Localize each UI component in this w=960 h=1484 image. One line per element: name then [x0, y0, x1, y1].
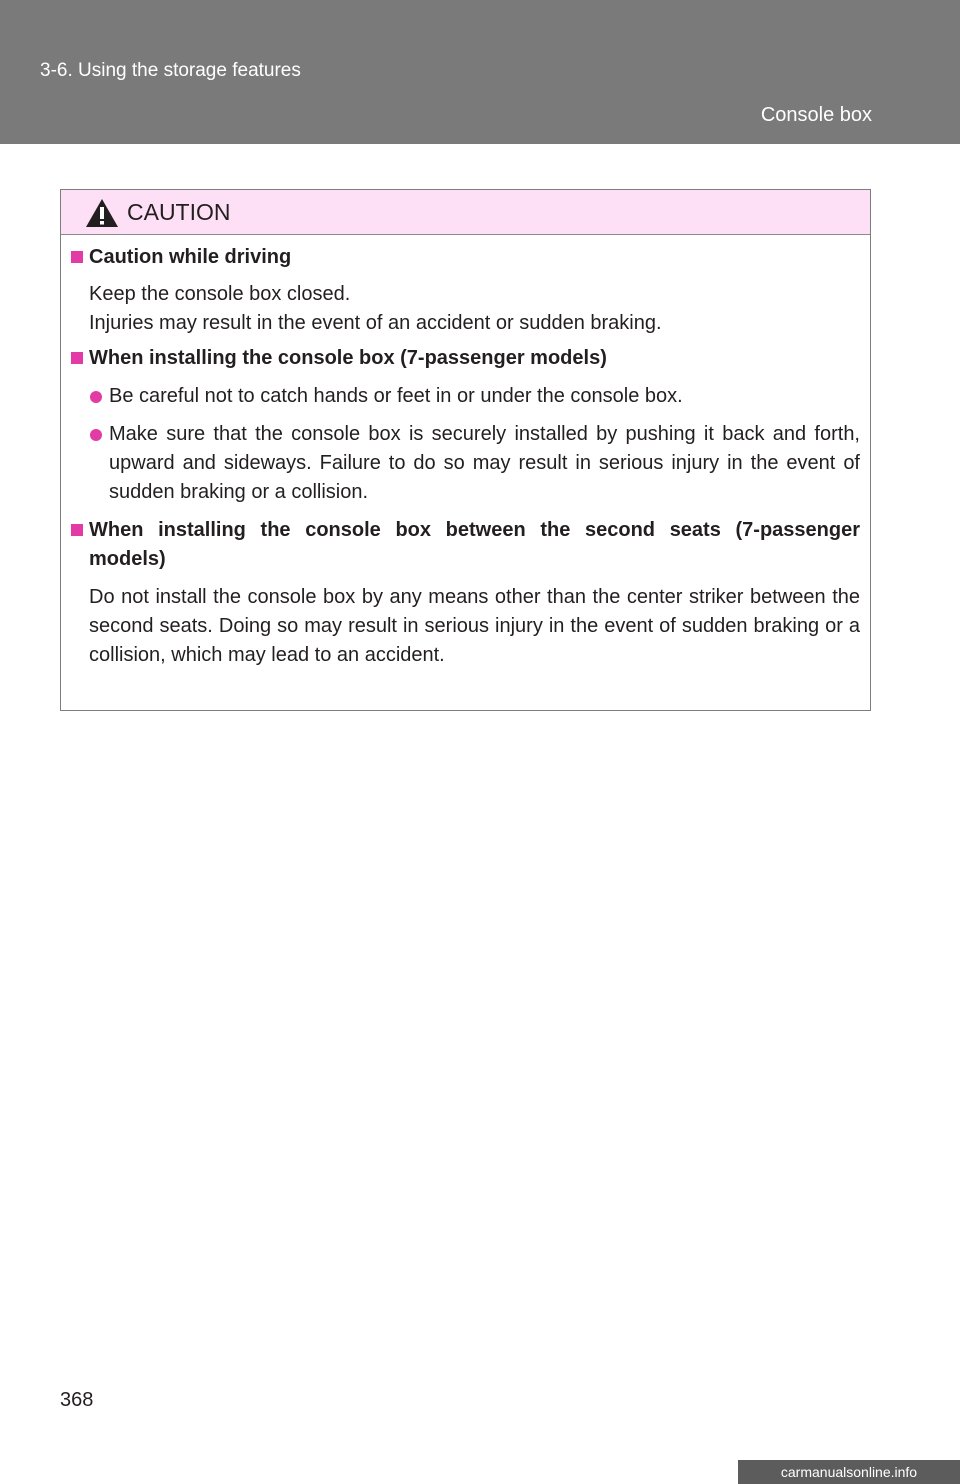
square-bullet-icon: [71, 524, 83, 536]
section-heading: Caution while driving: [71, 243, 860, 272]
caution-title: CAUTION: [127, 199, 231, 225]
page-header: [0, 0, 960, 144]
body-text: Do not install the console box by any means other than the center striker between the second seats. Doing so may result in serious injury in the event of sudden braking or a collision, which may lead to an accident.: [89, 586, 860, 666]
page-number: 368: [60, 1389, 94, 1411]
watermark: carmanualsonline.info: [738, 1460, 960, 1484]
warning-triangle-icon: [85, 198, 119, 228]
round-bullet-icon: [90, 391, 102, 403]
section-title: 3-6. Using the storage features: [40, 60, 301, 81]
caution-section-installing: [71, 344, 860, 507]
square-bullet-icon: [71, 251, 83, 263]
list-item: Be careful not to catch hands or feet in or under the console box.: [71, 382, 860, 411]
caution-body: [61, 234, 870, 670]
caution-header: [61, 190, 870, 235]
caution-box: [60, 189, 871, 711]
page-topic: Console box: [760, 104, 872, 126]
section-heading: When installing the console box (7-passenger models): [71, 344, 860, 373]
round-bullet-icon: [90, 429, 102, 441]
caution-section-second-seats: [71, 516, 860, 670]
square-bullet-icon: [71, 352, 83, 364]
section-heading: When installing the console box between the second seats (7-passenger models): [71, 516, 860, 574]
caution-section-driving: [71, 243, 860, 338]
body-text: Injuries may result in the event of an accident or sudden braking.: [89, 312, 662, 334]
body-text: Keep the console box closed.: [89, 283, 351, 305]
list-item: Make sure that the console box is securely installed by pushing it back and forth, upward and sideways. Failure to do so may result in serious injury in the event of sudden braking or a collision.: [71, 420, 860, 507]
